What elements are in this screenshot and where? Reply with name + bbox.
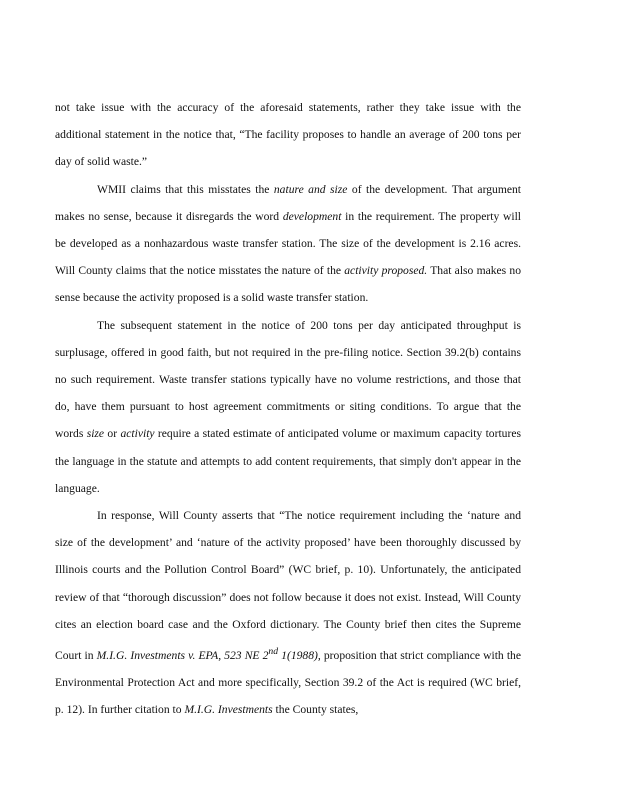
p2-text-4: That also makes no sense because the activity proposed is a solid waste transfer station.	[55, 264, 521, 305]
p2-text-1: WMII claims that this misstates the	[97, 182, 274, 196]
p4-text-2: proposition that strict compliance with the Environmental Protection Act and more specifically, Section 39.2 of the Act is required (WC brief, p. 12). In further citation to	[55, 648, 521, 717]
p3-emphasis-activity: activity	[120, 427, 155, 441]
paragraph-3	[55, 312, 521, 502]
p4-citation-year: 1(1988),	[278, 648, 321, 662]
body-text	[55, 94, 521, 724]
p3-text-2: or	[104, 427, 121, 441]
p4-citation-superscript: nd	[268, 646, 279, 658]
p4-citation-mig: M.I.G. Investments v. EPA, 523 NE 2	[96, 648, 269, 662]
paragraph-4	[55, 502, 521, 723]
p3-emphasis-size: size	[86, 427, 105, 441]
p3-text-1: The subsequent statement in the notice of 200 tons per day anticipated throughput is surplusage, offered in good faith, but not required in the pre-filing notice. Section 39.2(b) contains no such requirement. Waste transfer stations typically have no volume restrictions, and those that do, have them pursuant to host agreement commitments or siting conditions. To argue that the words	[55, 318, 521, 441]
p2-text-2: of the development. That argument makes no sense, because it disregards the word	[55, 182, 521, 223]
paragraph-1	[55, 94, 521, 176]
p4-citation-mig-short: M.I.G. Investments	[184, 703, 273, 717]
p3-text-3: require a stated estimate of anticipated volume or maximum capacity tortures the language in the statute and attempts to add content requirements, that simply don't appear in the language.	[55, 427, 521, 495]
p4-text-3: the County states,	[272, 703, 359, 717]
paragraph-2	[55, 176, 521, 312]
p4-text-1: In response, Will County asserts that “The notice requirement including the ‘nature and size of the development’ and ‘nature of the activity proposed’ have been thoroughly discussed by Illinois courts and the Pollution Control Board” (WC brief, p. 10). Unfortunately, the anticipated review of that “thorough discussion” does not follow because it does not exist. Instead, Will County cites an election board case and the Oxford dictionary. The County brief then cites the Supreme Court in	[55, 509, 521, 662]
p2-emphasis-activity-proposed: activity proposed.	[344, 264, 428, 278]
paragraph-1-text: not take issue with the accuracy of the aforesaid statements, rather they take issue with the additional statement in the notice that, “The facility proposes to handle an average of 200 tons per day of solid waste.”	[55, 101, 521, 169]
p2-emphasis-development: development	[282, 209, 342, 223]
p2-emphasis-nature-size: nature and size	[273, 182, 348, 196]
p2-text-3: in the requirement. The property will be developed as a nonhazardous waste transfer station. The size of the development is 2.16 acres. Will County claims that the notice misstates the nature of the	[55, 209, 522, 278]
